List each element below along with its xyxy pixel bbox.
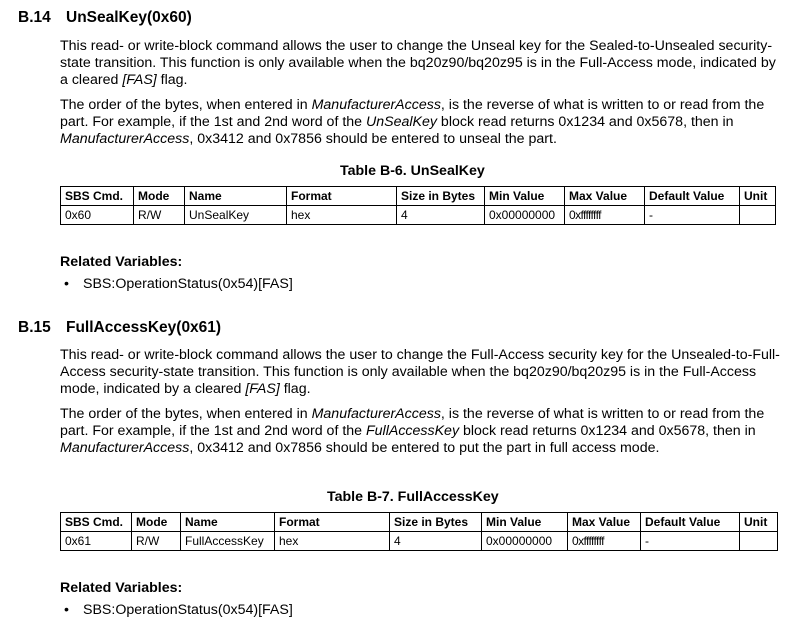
bullet-icon: • xyxy=(64,276,69,292)
header-format: Format xyxy=(287,187,397,206)
section-heading xyxy=(18,9,192,27)
header-size: Size in Bytes xyxy=(397,187,485,206)
table-caption: Table B-6. UnSealKey xyxy=(340,163,485,179)
cell-unit xyxy=(740,532,778,551)
header-unit: Unit xyxy=(740,513,778,532)
cell-size: 4 xyxy=(397,206,485,225)
related-variable-item xyxy=(64,602,293,618)
cell-mode: R/W xyxy=(134,206,185,225)
section-title: FullAccessKey(0x61) xyxy=(66,319,222,336)
text-run: , 0x3412 and 0x7856 should be entered to put the part in full access mode. xyxy=(189,440,660,456)
header-sbs-cmd: SBS Cmd. xyxy=(61,513,132,532)
text-run: The order of the bytes, when entered in xyxy=(60,97,312,113)
manufacturer-access-text: ManufacturerAccess xyxy=(60,440,190,456)
header-unit: Unit xyxy=(740,187,776,206)
cell-name: UnSealKey xyxy=(185,206,287,225)
table-header-row xyxy=(61,187,776,206)
manufacturer-access-text: ManufacturerAccess xyxy=(311,97,441,113)
text-run: The order of the bytes, when entered in xyxy=(60,406,312,422)
cell-format: hex xyxy=(275,532,390,551)
cell-max-value: 0xffffffff xyxy=(565,206,645,225)
table-row xyxy=(61,532,778,551)
cell-default-value: - xyxy=(645,206,740,225)
header-size: Size in Bytes xyxy=(390,513,482,532)
description-paragraph xyxy=(60,347,780,398)
section-title: UnSealKey(0x60) xyxy=(66,9,192,26)
manufacturer-access-text: ManufacturerAccess xyxy=(311,406,441,422)
related-variable-text: SBS:OperationStatus(0x54)[FAS] xyxy=(83,602,293,618)
block-name-text: UnSealKey xyxy=(366,114,437,130)
related-variable-item xyxy=(64,276,293,292)
cell-mode: R/W xyxy=(132,532,181,551)
fas-flag-text: [FAS] xyxy=(122,72,157,88)
cell-default-value: - xyxy=(641,532,740,551)
header-max-value: Max Value xyxy=(568,513,641,532)
cell-unit xyxy=(740,206,776,225)
table-caption: Table B-7. FullAccessKey xyxy=(327,489,499,505)
text-run: , is the reverse of what is written to or read from the part. For example, if the 1st and 2nd word of the xyxy=(60,406,765,439)
cell-max-value: 0xffffffff xyxy=(568,532,641,551)
header-mode: Mode xyxy=(132,513,181,532)
cell-format: hex xyxy=(287,206,397,225)
cell-min-value: 0x00000000 xyxy=(485,206,565,225)
header-mode: Mode xyxy=(134,187,185,206)
table-header-row xyxy=(61,513,778,532)
description-paragraph xyxy=(60,38,780,89)
unsealkey-table xyxy=(60,186,776,225)
section-number: B.15 xyxy=(18,319,51,336)
related-variables-heading: Related Variables: xyxy=(60,580,183,596)
related-variable-text: SBS:OperationStatus(0x54)[FAS] xyxy=(83,276,293,292)
header-max-value: Max Value xyxy=(565,187,645,206)
header-name: Name xyxy=(185,187,287,206)
related-variables-heading: Related Variables: xyxy=(60,254,183,270)
header-sbs-cmd: SBS Cmd. xyxy=(61,187,134,206)
header-name: Name xyxy=(181,513,275,532)
section-heading xyxy=(18,319,221,337)
text-run: flag. xyxy=(279,381,311,397)
text-run: , is the reverse of what is written to or read from the part. For example, if the 1st and 2nd word of the xyxy=(60,97,765,130)
cell-name: FullAccessKey xyxy=(181,532,275,551)
header-default-value: Default Value xyxy=(641,513,740,532)
fullaccesskey-table xyxy=(60,512,778,551)
table-row xyxy=(61,206,776,225)
text-run: This read- or write-block command allows the user to change the Unseal key for the Sealed-to-Unsealed security-state transition. This function is only available when the bq20z90/bq20z95 is in the Full-Access mode, indicated by a cleared xyxy=(60,38,776,88)
byte-order-paragraph xyxy=(60,97,780,148)
text-run: block read returns 0x1234 and 0x5678, then in xyxy=(459,423,756,439)
text-run: This read- or write-block command allows the user to change the Full-Access security key for the Unsealed-to-Full-Access security-state transition. This function is only available when the bq20z90/bq20z95 is in the Full-Access mode, indicated by a cleared xyxy=(60,347,780,397)
byte-order-paragraph xyxy=(60,406,780,457)
section-number: B.14 xyxy=(18,9,51,26)
bullet-icon: • xyxy=(64,602,69,618)
cell-size: 4 xyxy=(390,532,482,551)
manufacturer-access-text: ManufacturerAccess xyxy=(60,131,190,147)
header-min-value: Min Value xyxy=(482,513,568,532)
cell-min-value: 0x00000000 xyxy=(482,532,568,551)
header-format: Format xyxy=(275,513,390,532)
text-run: flag. xyxy=(156,72,188,88)
cell-sbs-cmd: 0x61 xyxy=(61,532,132,551)
text-run: , 0x3412 and 0x7856 should be entered to unseal the part. xyxy=(189,131,557,147)
header-default-value: Default Value xyxy=(645,187,740,206)
cell-sbs-cmd: 0x60 xyxy=(61,206,134,225)
header-min-value: Min Value xyxy=(485,187,565,206)
text-run: block read returns 0x1234 and 0x5678, then in xyxy=(436,114,734,130)
fas-flag-text: [FAS] xyxy=(245,381,280,397)
block-name-text: FullAccessKey xyxy=(366,423,460,439)
